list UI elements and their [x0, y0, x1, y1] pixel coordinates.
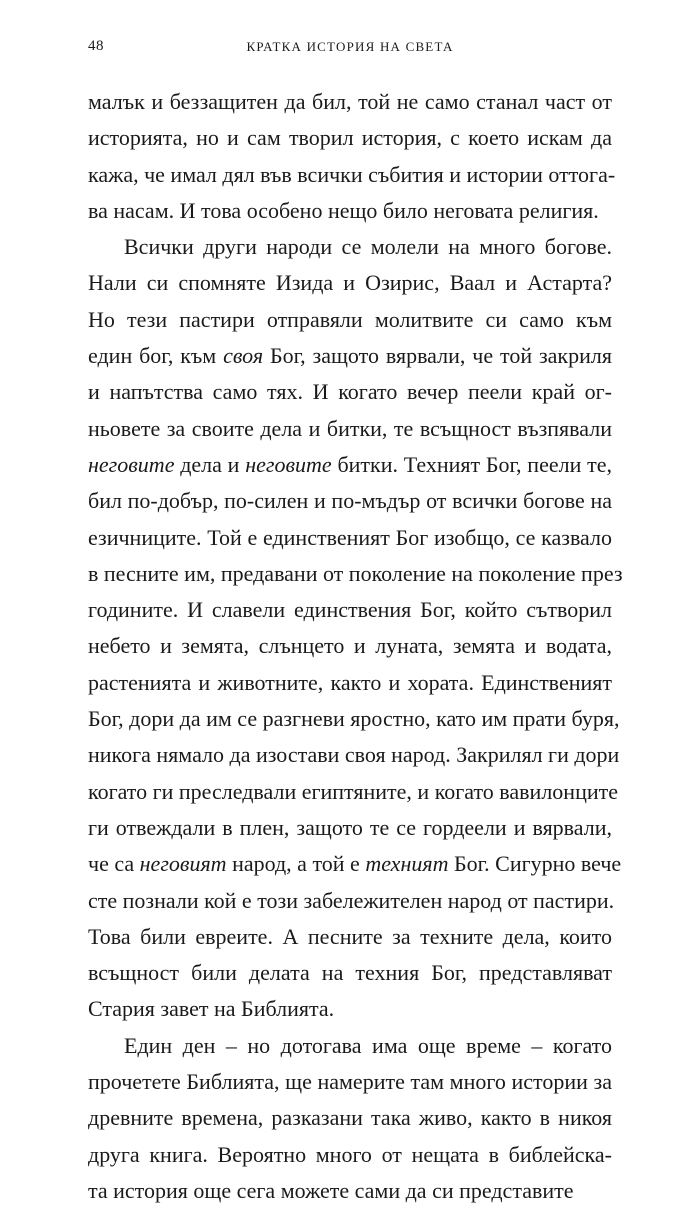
text-segment: и напътства само тях. И когато вечер пеели край ог- — [88, 379, 612, 405]
text-segment: Всички други народи се молели на много богове. — [124, 234, 612, 260]
text-line — [88, 955, 612, 991]
emphasized-text: техният — [365, 851, 449, 877]
text-segment: езичниците. Той е единственият Бог изобщо, се казвало — [88, 524, 612, 550]
text-segment: Но тези пастири отправяли молитвите си само към — [88, 306, 612, 332]
text-line — [88, 1028, 612, 1064]
text-segment: Стария завет на Библията. — [88, 996, 335, 1022]
text-line — [88, 302, 612, 338]
text-segment: Един ден – но дотогава има още време – когато — [124, 1032, 612, 1058]
text-segment: всъщност били делата на техния Бог, представляват — [88, 960, 612, 986]
text-segment: един бог, към — [88, 343, 224, 369]
text-segment: Това били евреите. А песните за техните дела, които — [88, 923, 612, 949]
text-segment: ва насам. И това особено нещо било неговата религия. — [88, 197, 599, 223]
text-line — [88, 883, 615, 919]
text-segment: годините. И славели единствения Бог, който сътворил — [88, 597, 612, 623]
text-line — [88, 157, 616, 193]
text-segment: в песните им, предавани от поколение на поколение през — [88, 560, 623, 586]
text-line — [88, 919, 612, 955]
emphasized-text: неговите — [245, 451, 332, 477]
text-segment: древните времена, разказани така живо, както в никоя — [88, 1105, 612, 1131]
text-segment: че са — [88, 851, 140, 877]
text-segment: прочетете Библията, ще намерите там много истории за — [88, 1069, 612, 1095]
emphasized-text: неговият — [139, 851, 227, 877]
text-line — [88, 265, 612, 301]
text-segment: историята, но и сам творил история, с което искам да — [88, 125, 612, 151]
text-segment: малък и беззащитен да бил, той не само станал част от — [88, 89, 612, 114]
text-line — [88, 665, 612, 701]
text-line — [88, 1173, 612, 1209]
text-line — [88, 120, 612, 156]
text-line — [88, 774, 619, 810]
page-number: 48 — [88, 38, 104, 54]
text-line — [88, 810, 612, 846]
text-line — [88, 1137, 612, 1173]
text-segment: Бог, дори да им се разгневи яростно, като им прати буря, — [88, 706, 620, 732]
text-line — [88, 193, 612, 229]
text-line — [88, 556, 623, 592]
text-segment: ги отвеждали в плен, защото те се гордеели и вярвали, — [88, 814, 612, 840]
text-line — [88, 338, 612, 374]
text-segment: народ, а той е — [226, 851, 366, 877]
text-segment: Бог. Сигурно вече — [448, 851, 622, 877]
text-segment: растенията и животните, както и хората. Единственият — [88, 669, 612, 695]
text-segment: бил по-добър, по-силен и по-мъдър от всички богове на — [88, 488, 612, 514]
text-line — [88, 1100, 612, 1136]
text-line — [88, 628, 612, 664]
text-segment: никога нямало да изостави своя народ. Закрилял ги дори — [88, 742, 620, 768]
text-segment: друга книга. Вероятно много от нещата в библейска- — [88, 1141, 612, 1167]
emphasized-text: неговите — [88, 451, 175, 477]
text-line — [88, 846, 622, 882]
text-line — [88, 483, 612, 519]
body-text — [88, 84, 623, 1209]
text-line — [88, 447, 612, 483]
text-line — [88, 1064, 612, 1100]
text-segment: дела и — [174, 451, 246, 477]
text-line — [88, 520, 612, 556]
text-line — [88, 229, 612, 265]
text-segment: небето и земята, слънцето и луната, земята и водата, — [88, 633, 612, 659]
text-line — [88, 701, 620, 737]
text-segment: Нали си спомняте Изида и Озирис, Ваал и Астарта? — [88, 270, 612, 296]
text-line — [88, 84, 612, 120]
emphasized-text: своя — [223, 343, 264, 369]
text-segment: битки. Техният Бог, пеели те, — [331, 451, 612, 477]
text-line — [88, 737, 620, 773]
text-line — [88, 592, 612, 628]
text-segment: Бог, защото вярвали, че той закриля — [263, 343, 612, 369]
text-line — [88, 411, 612, 447]
text-segment: кажа, че имал дял във всички събития и истории оттога- — [88, 161, 616, 187]
text-segment: сте познали кой е този забележителен народ от пастири. — [88, 887, 615, 913]
running-title: КРАТКА ИСТОРИЯ НА СВЕТА — [246, 39, 454, 54]
text-line — [88, 374, 612, 410]
text-segment: когато ги преследвали египтяните, и когато вавилонците — [88, 778, 619, 804]
page-header — [88, 38, 612, 58]
text-segment: ньовете за своите дела и битки, те всъщност възпявали — [88, 415, 612, 441]
text-segment: та история още сега можете сами да си представите — [88, 1177, 574, 1203]
text-line — [88, 991, 612, 1027]
